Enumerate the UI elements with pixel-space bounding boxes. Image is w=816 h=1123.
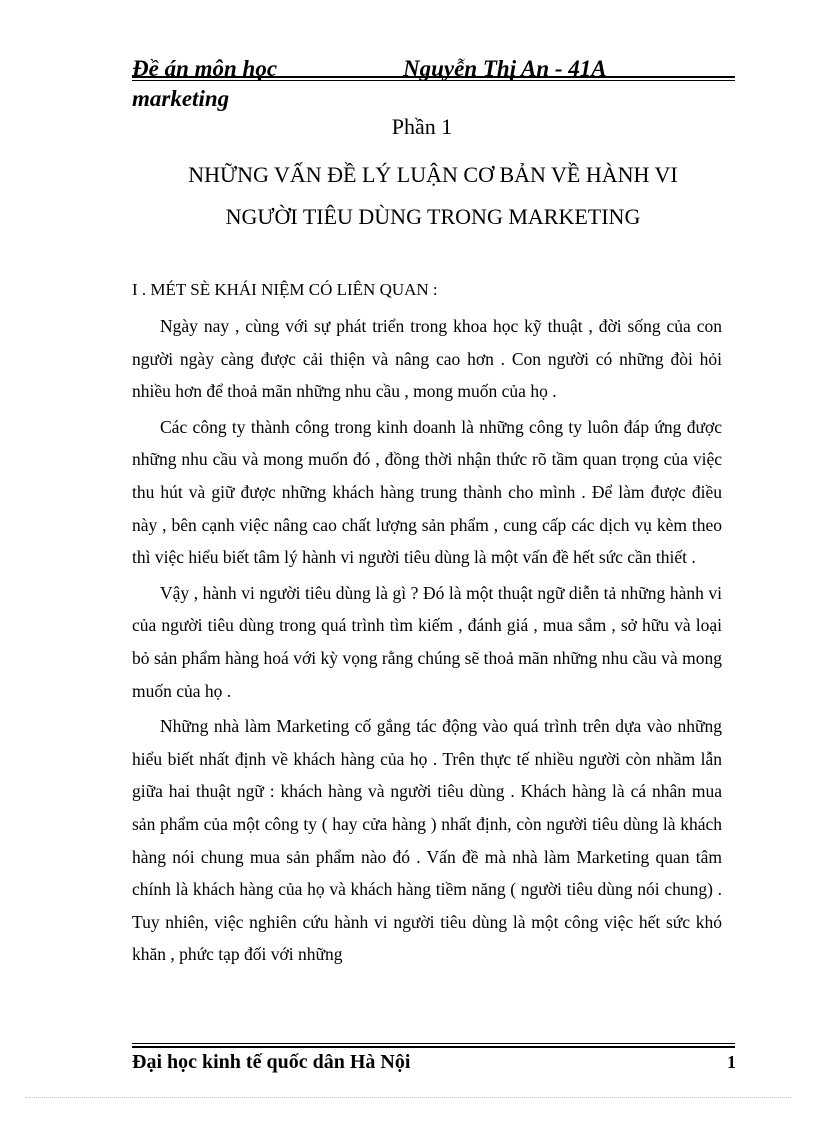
- paragraph-3: Vậy , hành vi người tiêu dùng là gì ? Đó là một thuật ngữ diễn tả những hành vi của người tiêu dùng trong quá trình tìm kiếm , đánh giá , mua sắm , sở hữu và loại bỏ sản phẩm hàng hoá với kỳ vọng rằng chúng sẽ thoả mãn những nhu cầu và mong muốn của họ .: [132, 582, 722, 701]
- part-label-text: Phần 1: [391, 114, 453, 139]
- header-rule-thin: [132, 80, 735, 81]
- body-text: [132, 310, 722, 974]
- footer-rule-thin: [132, 1043, 735, 1044]
- paragraph-4: Những nhà làm Marketing cố gắng tác động vào quá trình trên dựa vào những hiểu biết nhất định về khách hàng của họ . Trên thực tế nhiều người còn nhầm lẫn giữa hai thuật ngữ : khách hàng và người tiêu dùng . Khách hàng là cá nhân mua sản phẩm của một công ty ( hay cửa hàng ) nhất định, còn người tiêu dùng là khách hàng nói chung mua sản phẩm nào đó . Vấn đề mà nhà làm Marketing quan tâm chính là khách hàng của họ và khách hàng tiềm năng ( người tiêu dùng nói chung) . Tuy nhiên, việc nghiên cứu hành vi người tiêu dùng là một công việc hết sức khó khăn , phức tạp đối với những: [132, 716, 722, 965]
- footer-university: Đại học kinh tế quốc dân Hà Nội: [132, 1051, 411, 1073]
- page-edge-divider: [25, 1097, 791, 1098]
- header-rule-thick: [132, 76, 735, 78]
- header-course-title: Đề án môn học marketing: [132, 56, 278, 111]
- paragraph-1: Ngày nay , cùng với sự phát triển trong khoa học kỹ thuật , đời sống của con người ngày càng được cải thiện và nâng cao hơn . Con người có những đòi hỏi nhiều hơn để thoả mãn những nhu cầu , mong muốn của họ .: [132, 316, 722, 402]
- page-number: 1: [727, 1052, 736, 1072]
- chapter-title: NHỮNG VẤN ĐỀ LÝ LUẬN CƠ BẢN VỀ HÀNH VI NGƯỜI TIÊU DÙNG TRONG MARKETING: [188, 162, 678, 229]
- section-heading: I . MÉT SÈ KHÁI NIỆM CÓ LIÊN QUAN :: [132, 280, 438, 299]
- part-label: [0, 113, 816, 141]
- header-author: Nguyễn Thị An - 41A: [403, 56, 607, 81]
- footer-rule-thick: [132, 1046, 735, 1048]
- paragraph-2: Các công ty thành công trong kinh doanh là những công ty luôn đáp ứng được những nhu cầu và mong muốn đó , đồng thời nhận thức rõ tầm quan trọng của việc thu hút và giữ được những khách hàng trung thành cho mình . Để làm được điều này , bên cạnh việc nâng cao chất lượng sản phẩm , cung cấp các dịch vụ kèm theo thì việc hiểu biết tâm lý hành vi người tiêu dùng là một vấn đề hết sức cần thiết .: [132, 416, 722, 568]
